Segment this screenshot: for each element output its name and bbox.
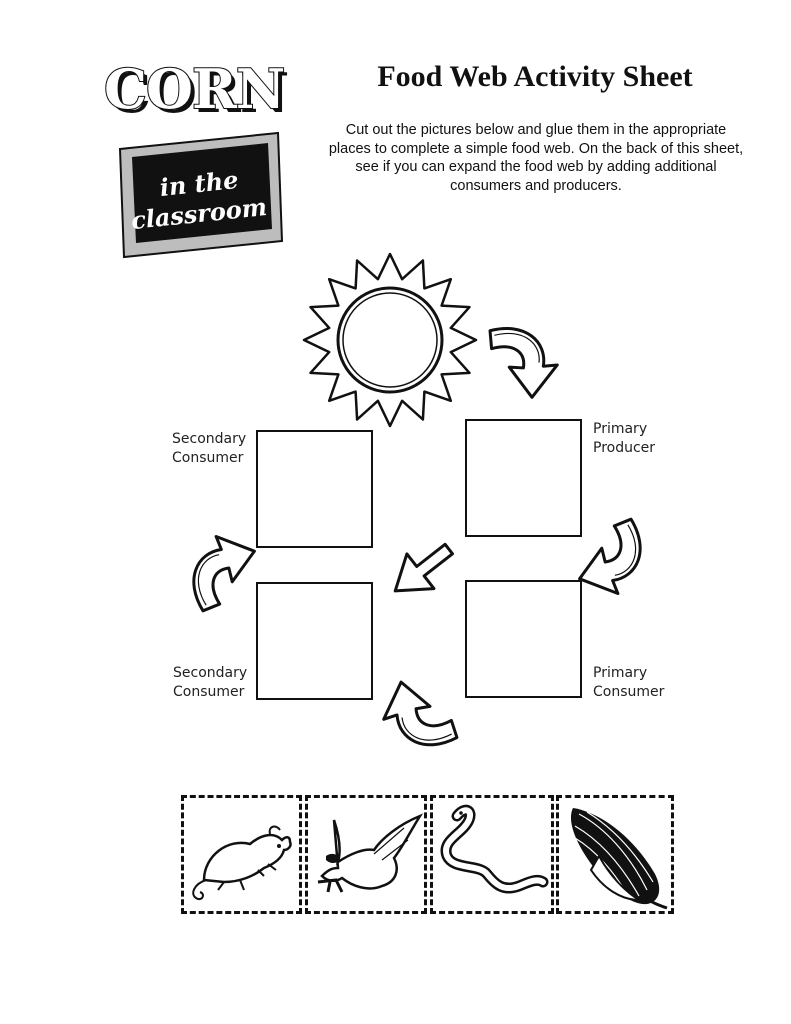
label-secondary-consumer-bottom: Secondary Consumer <box>173 665 248 700</box>
logo-word: CORN <box>104 57 285 121</box>
cutout-card-mouse[interactable] <box>181 795 302 914</box>
mouse-icon <box>184 798 299 911</box>
cutout-card-hawk[interactable] <box>305 795 427 914</box>
label-primary-producer: Primary Producer <box>593 421 656 456</box>
cutout-card-corn[interactable] <box>556 795 674 914</box>
arrow-producer-to-primary-consumer-icon <box>566 519 656 605</box>
arrow-center-to-secondary-top-icon <box>382 532 463 609</box>
corn-icon <box>559 798 671 911</box>
cutout-card-snake[interactable] <box>430 795 554 914</box>
arrow-primary-to-secondary-bottom-icon <box>374 671 457 758</box>
logo-line-1: in the <box>158 164 240 203</box>
page-title: Food Web Activity Sheet <box>377 60 693 93</box>
arrow-sun-to-producer-icon <box>490 324 560 400</box>
logo-line-2: classroom <box>129 191 269 236</box>
instructions-text: Cut out the pictures below and glue them in the appropriate places to complete a simple food web. On the back of this sheet, see if you can expand the food web by adding additional consumers and producers. <box>328 122 744 194</box>
label-secondary-consumer-top: Secondary Consumer <box>172 431 247 466</box>
hawk-icon <box>308 798 424 911</box>
label-primary-consumer: Primary Consumer <box>593 665 665 700</box>
arrow-bottom-to-top-secondary-icon <box>178 525 268 611</box>
snake-icon <box>433 798 551 911</box>
